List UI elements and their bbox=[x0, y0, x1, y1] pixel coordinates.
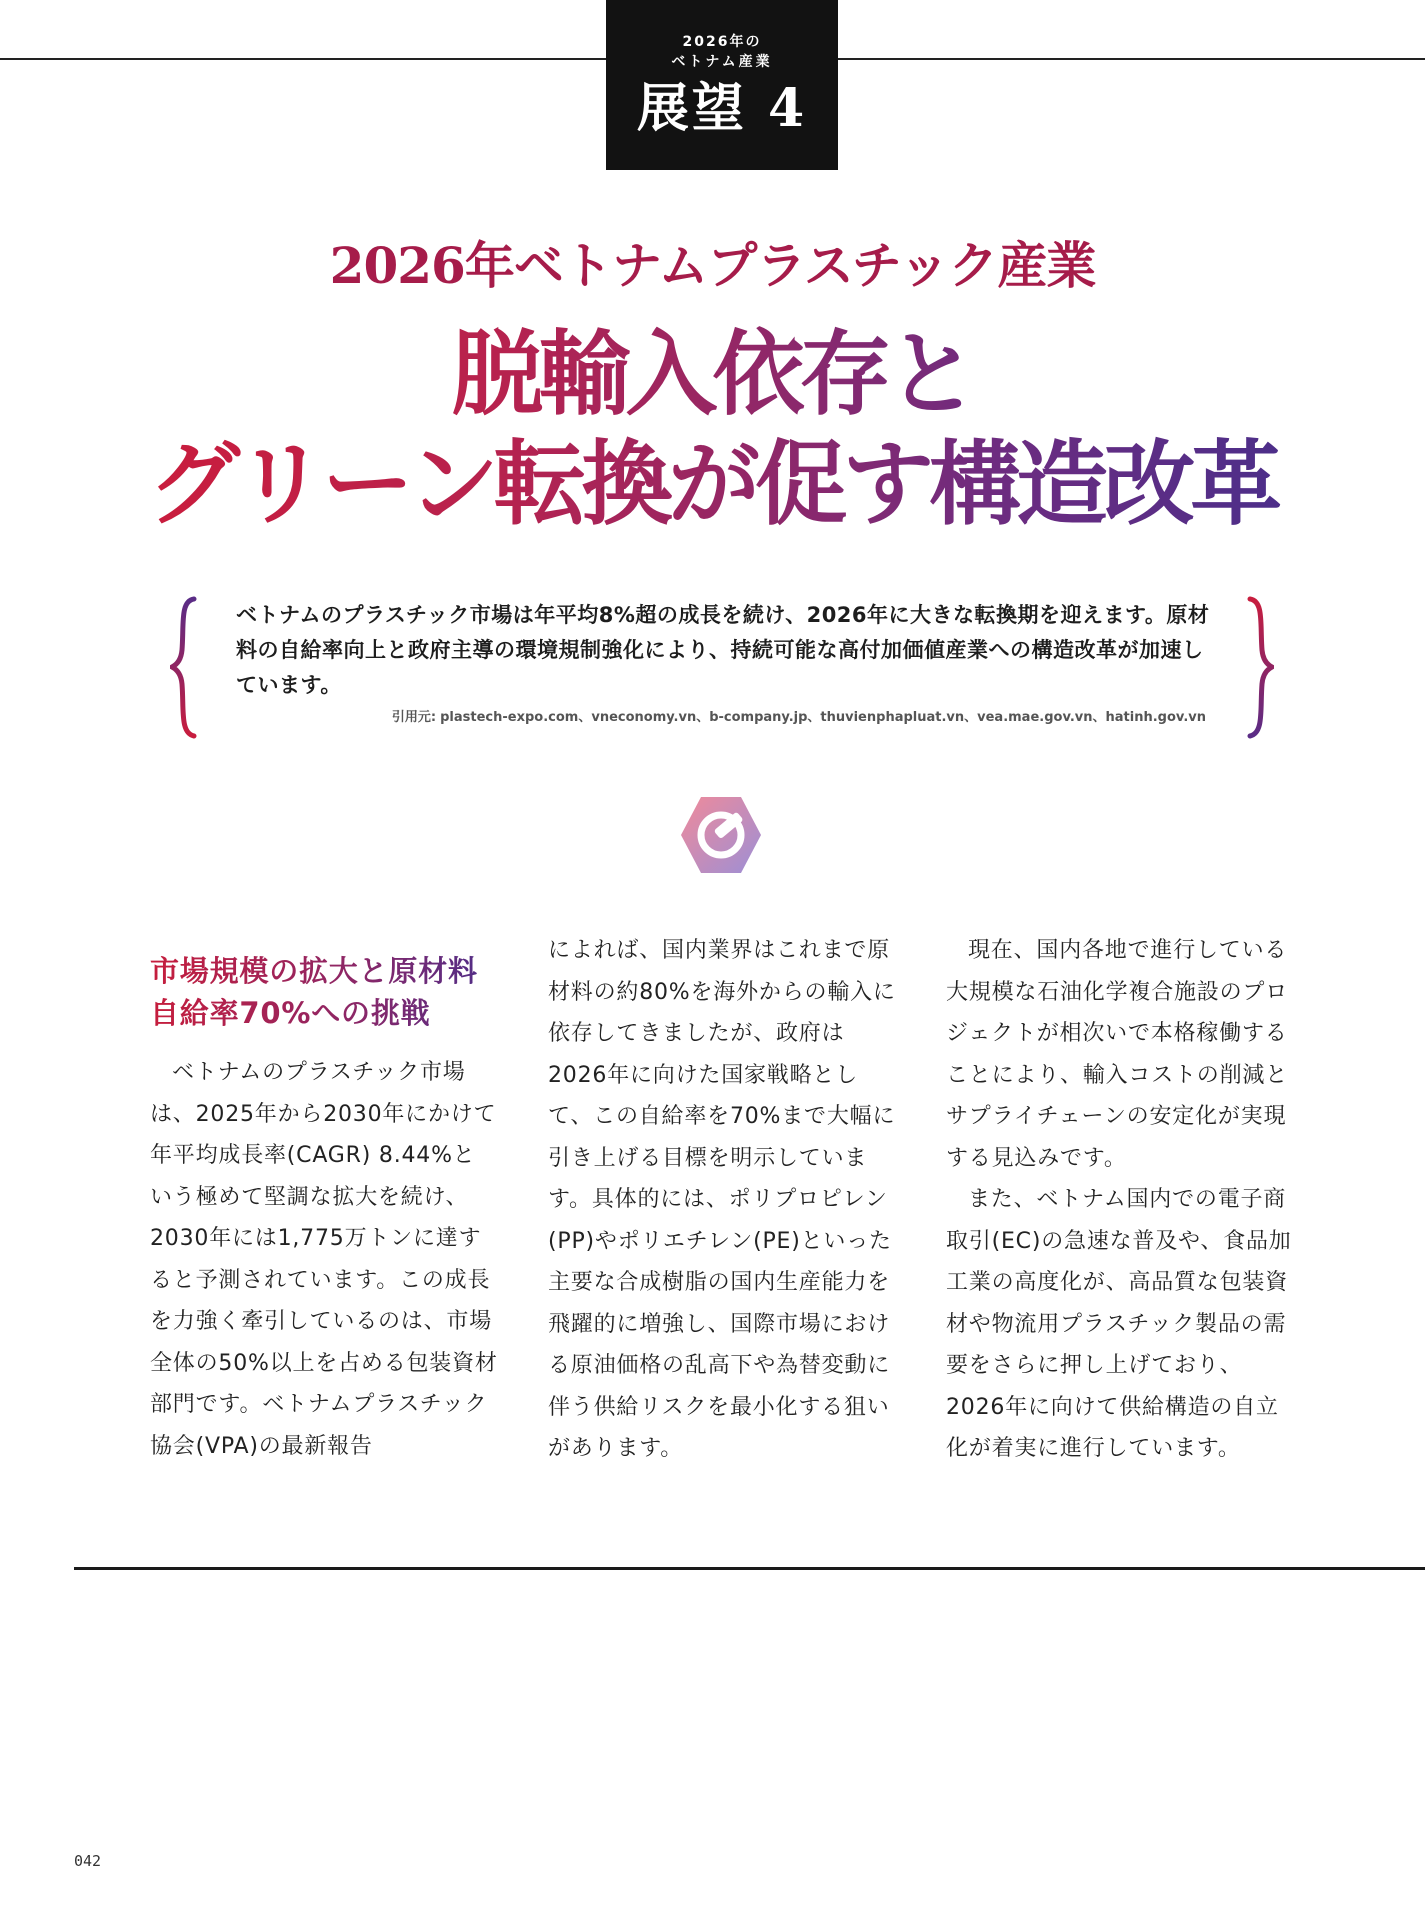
article-column-1 bbox=[150, 930, 498, 1467]
wrench-hexagon-icon bbox=[678, 792, 764, 878]
tag-line2: ベトナム産業 bbox=[671, 54, 773, 70]
column-2-text: によれば、国内業界はこれまで原材料の約80%を海外からの輸入に依存してきましたが、政府は2026年に向けた国家戦略として、この自給率を70%まで大幅に引き上げる目標を明示しています。具体的には、ポリプロピレン(PP)やポリエチレン(PE)といった主要な合成樹脂の国内生産能力を飛躍的に増強し、国際市場における原油価格の乱高下や為替変動に伴う供給リスクを最小化する狙いがあります。 bbox=[548, 938, 896, 1461]
article-column-2 bbox=[548, 930, 896, 1470]
article-column-3 bbox=[946, 930, 1294, 1470]
article-title-line1: 脱輸入依存と bbox=[0, 320, 1425, 430]
column-3-paragraph-2: また、ベトナム国内での電子商取引(EC)の急速な普及や、食品加工業の高度化が、高品質な包装資材や物流用プラスチック製品の需要をさらに押し上げており、2026年に向けて供給構造の自立化が着実に進行しています。 bbox=[946, 1187, 1292, 1461]
source-text: plastech-expo.com、vneconomy.vn、b-company.jp、thuvienphapluat.vn、vea.mae.gov.vn、hatinh.gov.vn bbox=[440, 710, 1206, 725]
page-number: 042 bbox=[74, 1852, 102, 1870]
source-citation bbox=[236, 708, 1206, 728]
tag-main: 展望 4 bbox=[636, 78, 808, 139]
lead-paragraph: ベトナムのプラスチック市場は年平均8%超の成長を続け、2026年に大きな転換期を迎えます。原材料の自給率向上と政府主導の環境規制強化により、持続可能な高付加価値産業への構造改革が加速しています。 bbox=[236, 603, 1210, 697]
section-heading: 市場規模の拡大と原材料自給率70%への挑戦 bbox=[150, 950, 498, 1034]
bottom-rule bbox=[74, 1567, 1425, 1570]
left-brace-icon bbox=[170, 595, 200, 740]
tag-line1: 2026年の bbox=[682, 34, 762, 50]
article-subtitle: 2026年ベトナムプラスチック産業 bbox=[329, 236, 1096, 295]
article-title-line2: グリーン転換が促す構造改革 bbox=[0, 430, 1425, 540]
section-tag bbox=[606, 0, 838, 170]
source-label: 引用元: bbox=[391, 710, 437, 725]
right-brace-icon bbox=[1244, 595, 1274, 740]
column-3-paragraph-1: 現在、国内各地で進行している大規模な石油化学複合施設のプロジェクトが相次いで本格稼働することにより、輸入コストの削減とサプライチェーンの安定化が実現する見込みです。 bbox=[946, 938, 1289, 1171]
column-1-text: ベトナムのプラスチック市場は、2025年から2030年にかけて年平均成長率(CAGR) 8.44%という極めて堅調な拡大を続け、2030年には1,775万トンに達すると予測されています。この成長を力強く牽引しているのは、市場全体の50%以上を占める包装資材部門です。ベトナムプラスチック協会(VPA)の最新報告 bbox=[150, 1060, 498, 1459]
